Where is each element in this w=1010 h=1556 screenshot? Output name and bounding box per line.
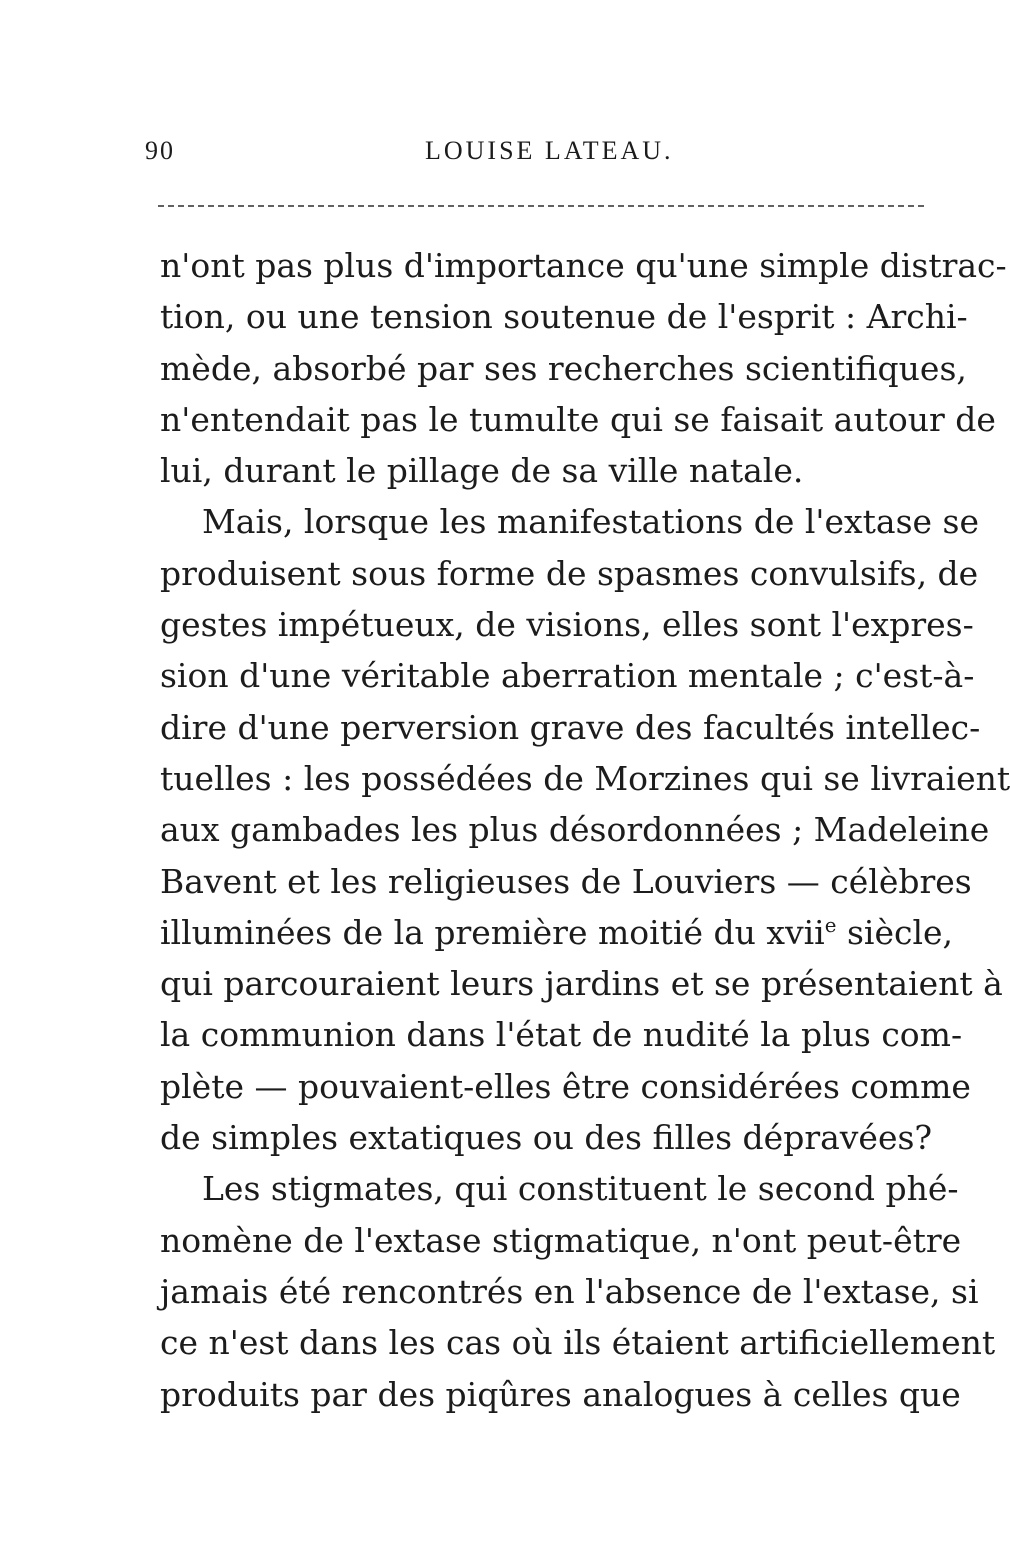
line-segment: illuminées de la première moitié du xvii bbox=[160, 912, 825, 952]
text-line: de simples extatiques ou des filles dépravées? bbox=[160, 1118, 933, 1158]
text-line: lui, durant le pillage de sa ville natale. bbox=[160, 451, 804, 491]
text-line: Les stigmates, qui constituent le second phé- bbox=[202, 1169, 959, 1209]
text-line: gestes impétueux, de visions, elles sont l'expres- bbox=[160, 605, 974, 645]
text-line: nomène de l'extase stigmatique, n'ont peut-être bbox=[160, 1220, 962, 1260]
text-line: tuelles : les possédées de Morzines qui se livraient bbox=[160, 758, 1010, 798]
running-title: LOUISE LATEAU. bbox=[425, 136, 674, 165]
running-head bbox=[145, 136, 925, 176]
text-line: n'entendait pas le tumulte qui se faisait autour de bbox=[160, 399, 996, 439]
body-text bbox=[160, 240, 1010, 1420]
superscript: e bbox=[824, 913, 837, 937]
text-line: produits par des piqûres analogues à celles que bbox=[160, 1374, 961, 1414]
text-line: produisent sous forme de spasmes convulsifs, de bbox=[160, 553, 979, 593]
text-line: dire d'une perversion grave des facultés intellec- bbox=[160, 707, 981, 747]
text-line: la communion dans l'état de nudité la plus com- bbox=[160, 1015, 963, 1055]
text-line: jamais été rencontrés en l'absence de l'extase, si bbox=[160, 1271, 979, 1311]
text-line: aux gambades les plus désordonnées ; Madeleine bbox=[160, 810, 990, 850]
text-line: sion d'une véritable aberration mentale ; c'est-à- bbox=[160, 656, 975, 696]
text-line: ce n'est dans les cas où ils étaient artificiellement bbox=[160, 1323, 996, 1363]
text-line: n'ont pas plus d'importance qu'une simple distrac- bbox=[160, 246, 1007, 285]
header-rule bbox=[158, 205, 924, 207]
text-line: Bavent et les religieuses de Louviers — célèbres bbox=[160, 861, 972, 901]
line-segment: siècle, bbox=[836, 912, 954, 952]
text-line: Mais, lorsque les manifestations de l'extase se bbox=[202, 502, 979, 542]
text-line-with-superscript bbox=[160, 907, 954, 958]
page-number: 90 bbox=[145, 136, 175, 165]
text-line: tion, ou une tension soutenue de l'esprit : Archi- bbox=[160, 297, 968, 337]
text-line: plète — pouvaient-elles être considérées comme bbox=[160, 1066, 971, 1106]
text-line: mède, absorbé par ses recherches scientifiques, bbox=[160, 348, 967, 388]
text-line: qui parcouraient leurs jardins et se présentaient à bbox=[160, 964, 1003, 1004]
